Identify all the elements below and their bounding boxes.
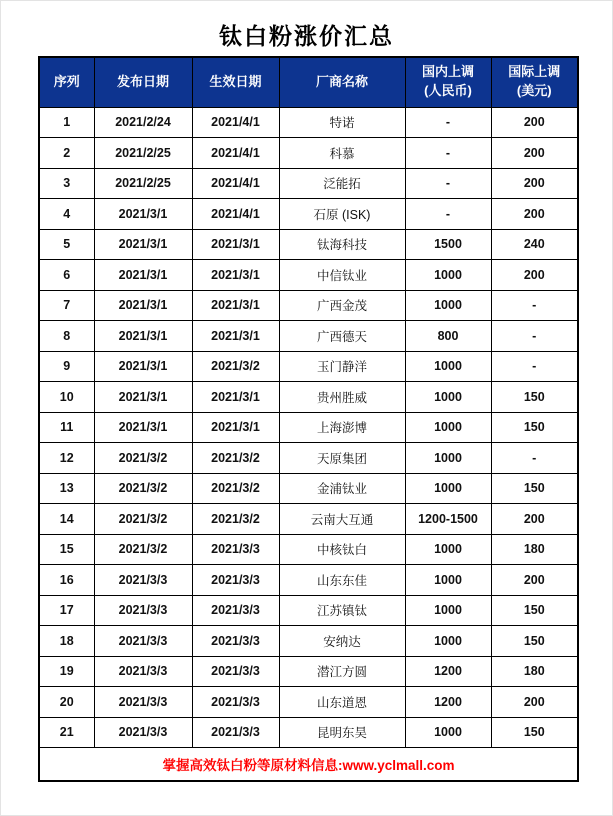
cell-serial: 10	[39, 382, 94, 413]
cell-publish-date: 2021/3/3	[94, 626, 192, 657]
cell-publish-date: 2021/3/1	[94, 412, 192, 443]
table-row	[39, 260, 578, 291]
cell-effective-date: 2021/3/3	[192, 717, 279, 748]
cell-publish-date: 2021/3/2	[94, 504, 192, 535]
cell-manufacturer: 玉门静洋	[279, 351, 405, 382]
cell-manufacturer: 潜江方圆	[279, 656, 405, 687]
cell-publish-date: 2021/3/1	[94, 229, 192, 260]
header-manufacturer: 厂商名称	[279, 57, 405, 107]
cell-serial: 6	[39, 260, 94, 291]
cell-international-increase: -	[491, 321, 578, 352]
cell-manufacturer: 广西金茂	[279, 290, 405, 321]
cell-serial: 12	[39, 443, 94, 474]
cell-domestic-increase: 1000	[405, 351, 491, 382]
cell-effective-date: 2021/3/3	[192, 534, 279, 565]
page-title: 钛白粉涨价汇总	[219, 23, 394, 49]
cell-effective-date: 2021/3/3	[192, 595, 279, 626]
table-header	[39, 57, 578, 107]
header-serial: 序列	[39, 57, 94, 107]
table-row	[39, 138, 578, 169]
header-effective-date: 生效日期	[192, 57, 279, 107]
cell-publish-date: 2021/3/1	[94, 260, 192, 291]
cell-international-increase: 200	[491, 199, 578, 230]
cell-domestic-increase: 1000	[405, 290, 491, 321]
cell-serial: 15	[39, 534, 94, 565]
cell-serial: 20	[39, 687, 94, 718]
cell-manufacturer: 云南大互通	[279, 504, 405, 535]
cell-international-increase: 180	[491, 656, 578, 687]
cell-effective-date: 2021/3/1	[192, 290, 279, 321]
cell-manufacturer: 石原 (ISK)	[279, 199, 405, 230]
cell-domestic-increase: 1200	[405, 687, 491, 718]
cell-publish-date: 2021/3/2	[94, 534, 192, 565]
cell-domestic-increase: 1000	[405, 595, 491, 626]
cell-international-increase: 200	[491, 687, 578, 718]
cell-effective-date: 2021/3/3	[192, 626, 279, 657]
cell-publish-date: 2021/2/25	[94, 138, 192, 169]
cell-domestic-increase: -	[405, 199, 491, 230]
cell-international-increase: 240	[491, 229, 578, 260]
cell-effective-date: 2021/3/3	[192, 656, 279, 687]
table-row	[39, 717, 578, 748]
cell-serial: 18	[39, 626, 94, 657]
cell-domestic-increase: 1500	[405, 229, 491, 260]
header-domestic-increase: 国内上调 (人民币)	[405, 57, 491, 107]
cell-domestic-increase: 1000	[405, 534, 491, 565]
cell-domestic-increase: 1200-1500	[405, 504, 491, 535]
cell-serial: 16	[39, 565, 94, 596]
cell-international-increase: -	[491, 290, 578, 321]
cell-effective-date: 2021/3/2	[192, 443, 279, 474]
cell-international-increase: 200	[491, 107, 578, 138]
cell-publish-date: 2021/3/1	[94, 382, 192, 413]
cell-effective-date: 2021/3/1	[192, 412, 279, 443]
cell-manufacturer: 中信钛业	[279, 260, 405, 291]
table-row	[39, 290, 578, 321]
cell-serial: 7	[39, 290, 94, 321]
cell-domestic-increase: 1000	[405, 717, 491, 748]
cell-serial: 5	[39, 229, 94, 260]
table-row	[39, 504, 578, 535]
cell-domestic-increase: 1200	[405, 656, 491, 687]
cell-manufacturer: 广西德天	[279, 321, 405, 352]
cell-publish-date: 2021/3/1	[94, 321, 192, 352]
cell-international-increase: 150	[491, 412, 578, 443]
table-row	[39, 351, 578, 382]
table-row	[39, 412, 578, 443]
table-row	[39, 473, 578, 504]
table-row	[39, 168, 578, 199]
cell-manufacturer: 贵州胜威	[279, 382, 405, 413]
footer-row	[39, 748, 578, 781]
cell-manufacturer: 中核钛白	[279, 534, 405, 565]
cell-publish-date: 2021/3/3	[94, 687, 192, 718]
cell-effective-date: 2021/3/3	[192, 565, 279, 596]
cell-manufacturer: 特诺	[279, 107, 405, 138]
table-row	[39, 321, 578, 352]
header-publish-date: 发布日期	[94, 57, 192, 107]
cell-international-increase: -	[491, 351, 578, 382]
cell-publish-date: 2021/3/3	[94, 595, 192, 626]
cell-manufacturer: 科慕	[279, 138, 405, 169]
cell-international-increase: 200	[491, 565, 578, 596]
cell-manufacturer: 金浦钛业	[279, 473, 405, 504]
cell-serial: 2	[39, 138, 94, 169]
cell-effective-date: 2021/4/1	[192, 168, 279, 199]
cell-serial: 3	[39, 168, 94, 199]
cell-domestic-increase: -	[405, 138, 491, 169]
cell-effective-date: 2021/3/1	[192, 260, 279, 291]
cell-effective-date: 2021/3/3	[192, 687, 279, 718]
cell-publish-date: 2021/2/24	[94, 107, 192, 138]
cell-domestic-increase: 1000	[405, 443, 491, 474]
cell-publish-date: 2021/2/25	[94, 168, 192, 199]
cell-publish-date: 2021/3/2	[94, 443, 192, 474]
cell-serial: 13	[39, 473, 94, 504]
cell-effective-date: 2021/3/2	[192, 504, 279, 535]
cell-manufacturer: 昆明东昊	[279, 717, 405, 748]
cell-domestic-increase: 1000	[405, 382, 491, 413]
cell-effective-date: 2021/4/1	[192, 107, 279, 138]
cell-international-increase: 200	[491, 138, 578, 169]
cell-effective-date: 2021/3/1	[192, 229, 279, 260]
cell-manufacturer: 安纳达	[279, 626, 405, 657]
cell-effective-date: 2021/4/1	[192, 138, 279, 169]
cell-manufacturer: 天原集团	[279, 443, 405, 474]
cell-publish-date: 2021/3/1	[94, 199, 192, 230]
cell-domestic-increase: 800	[405, 321, 491, 352]
table-row	[39, 687, 578, 718]
cell-serial: 8	[39, 321, 94, 352]
cell-serial: 17	[39, 595, 94, 626]
table-row	[39, 199, 578, 230]
table-row	[39, 595, 578, 626]
cell-domestic-increase: -	[405, 107, 491, 138]
price-increase-table	[38, 56, 579, 782]
cell-serial: 21	[39, 717, 94, 748]
cell-manufacturer: 上海澎博	[279, 412, 405, 443]
table-body	[39, 107, 578, 748]
table-row	[39, 107, 578, 138]
cell-effective-date: 2021/3/1	[192, 382, 279, 413]
cell-international-increase: 150	[491, 473, 578, 504]
cell-international-increase: 150	[491, 382, 578, 413]
cell-serial: 11	[39, 412, 94, 443]
footer-promo-text: 掌握高效钛白粉等原材料信息:www.yclmall.com	[39, 748, 578, 781]
cell-serial: 14	[39, 504, 94, 535]
cell-serial: 1	[39, 107, 94, 138]
cell-international-increase: 150	[491, 595, 578, 626]
table-row	[39, 565, 578, 596]
cell-publish-date: 2021/3/3	[94, 717, 192, 748]
cell-domestic-increase: 1000	[405, 565, 491, 596]
cell-publish-date: 2021/3/1	[94, 351, 192, 382]
table-row	[39, 534, 578, 565]
table-row	[39, 626, 578, 657]
cell-domestic-increase: -	[405, 168, 491, 199]
cell-manufacturer: 泛能拓	[279, 168, 405, 199]
cell-international-increase: 200	[491, 260, 578, 291]
cell-international-increase: 150	[491, 717, 578, 748]
cell-publish-date: 2021/3/3	[94, 565, 192, 596]
cell-domestic-increase: 1000	[405, 473, 491, 504]
cell-effective-date: 2021/3/2	[192, 351, 279, 382]
cell-domestic-increase: 1000	[405, 626, 491, 657]
cell-manufacturer: 山东道恩	[279, 687, 405, 718]
header-international-increase: 国际上调 (美元)	[491, 57, 578, 107]
cell-manufacturer: 山东东佳	[279, 565, 405, 596]
cell-international-increase: 200	[491, 504, 578, 535]
cell-domestic-increase: 1000	[405, 260, 491, 291]
table-row	[39, 229, 578, 260]
cell-international-increase: -	[491, 443, 578, 474]
cell-manufacturer: 钛海科技	[279, 229, 405, 260]
cell-international-increase: 180	[491, 534, 578, 565]
table-row	[39, 443, 578, 474]
cell-domestic-increase: 1000	[405, 412, 491, 443]
cell-effective-date: 2021/3/1	[192, 321, 279, 352]
cell-publish-date: 2021/3/1	[94, 290, 192, 321]
cell-effective-date: 2021/3/2	[192, 473, 279, 504]
cell-publish-date: 2021/3/2	[94, 473, 192, 504]
cell-serial: 9	[39, 351, 94, 382]
table-row	[39, 382, 578, 413]
cell-serial: 4	[39, 199, 94, 230]
cell-publish-date: 2021/3/3	[94, 656, 192, 687]
cell-international-increase: 150	[491, 626, 578, 657]
cell-serial: 19	[39, 656, 94, 687]
table-row	[39, 656, 578, 687]
cell-effective-date: 2021/4/1	[192, 199, 279, 230]
cell-international-increase: 200	[491, 168, 578, 199]
cell-manufacturer: 江苏镇钛	[279, 595, 405, 626]
